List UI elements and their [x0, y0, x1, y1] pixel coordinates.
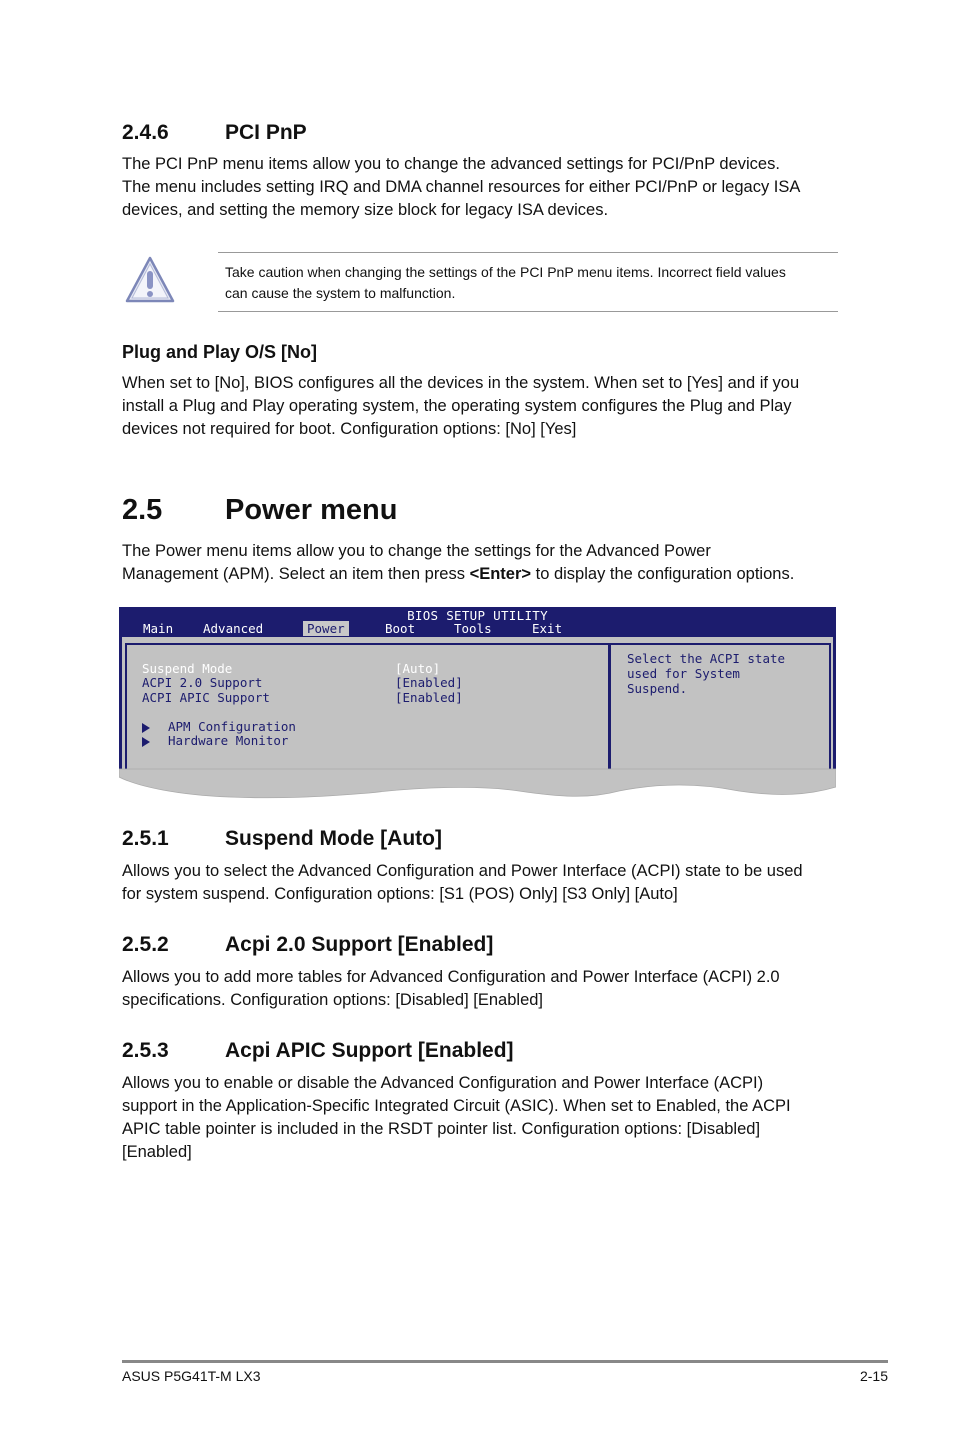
section-title: Acpi APIC Support [Enabled] [225, 1039, 514, 1062]
paragraph-acpi-2-0 [122, 966, 842, 1012]
text-line: Take caution when changing the settings of the PCI PnP menu items. Incorrect field values [225, 264, 786, 280]
section-heading-2-4-6 [122, 121, 822, 147]
subheading-plug-and-play: Plug and Play O/S [No] [122, 342, 318, 362]
bios-right-edge [833, 637, 836, 775]
section-heading-2-5-2 [122, 933, 822, 959]
section-title: Acpi 2.0 Support [Enabled] [225, 933, 494, 956]
text-line: APIC table pointer is included in the RSDT pointer list. Configuration options: [Disabled] [122, 1120, 761, 1138]
section-number: 2.5 [122, 494, 163, 526]
submenu-arrow-icon [142, 723, 150, 733]
bios-item-suspend-mode[interactable]: Suspend Mode [142, 661, 233, 676]
footer-rule [122, 1360, 888, 1363]
bios-left-edge [119, 637, 122, 775]
text-line: Allows you to enable or disable the Advanced Configuration and Power Interface (ACPI) [122, 1074, 764, 1092]
bios-menu-bar [119, 607, 836, 637]
submenu-label: Hardware Monitor [168, 733, 289, 748]
text-line: support in the Application-Specific Integrated Circuit (ASIC). When set to Enabled, the ACPI [122, 1097, 791, 1115]
text-line: [Enabled] [122, 1143, 192, 1161]
section-number: 2.5.3 [122, 1039, 169, 1062]
bios-menu-power[interactable]: Power [303, 621, 349, 636]
caution-top-rule [218, 252, 838, 253]
key-enter-text: <Enter> [469, 565, 532, 583]
text-run: Management (APM). Select an item then press [122, 565, 470, 583]
footer-page-number: 2-15 [859, 1368, 888, 1384]
section-number: 2.5.1 [122, 827, 169, 850]
section-number: 2.5.2 [122, 933, 169, 956]
text-line: install a Plug and Play operating system, the operating system configures the Plug and Play [122, 397, 792, 415]
paragraph-suspend-mode [122, 860, 842, 906]
text-line: specifications. Configuration options: [Disabled] [Enabled] [122, 991, 543, 1009]
section-heading-2-5-1 [122, 827, 822, 853]
footer-product-name: ASUS P5G41T-M LX3 [122, 1368, 261, 1384]
text-line: Allows you to add more tables for Advanced Configuration and Power Interface (ACPI) 2.0 [122, 968, 780, 986]
bios-menu-tools[interactable]: Tools [454, 621, 492, 636]
text-line: devices not required for boot. Configuration options: [No] [Yes] [122, 420, 577, 438]
help-line: used for System [627, 666, 740, 681]
section-number: 2.4.6 [122, 121, 169, 144]
submenu-label: APM Configuration [168, 719, 296, 734]
bios-value-acpi-apic[interactable]: [Enabled] [395, 690, 463, 705]
section-heading-2-5-3 [122, 1039, 822, 1065]
section-title: Suspend Mode [Auto] [225, 827, 442, 850]
help-line: Suspend. [627, 681, 688, 696]
bios-value-suspend-mode[interactable]: [Auto] [395, 661, 441, 676]
text-line-enter [122, 563, 842, 586]
bios-screenshot [119, 607, 836, 802]
bios-item-acpi-apic[interactable]: ACPI APIC Support [142, 690, 270, 705]
bios-title: BIOS SETUP UTILITY [407, 608, 548, 623]
help-line: Select the ACPI state [627, 651, 786, 666]
bios-submenu-apm[interactable] [142, 719, 296, 734]
text-line: for system suspend. Configuration options: [S1 (POS) Only] [S3 Only] [Auto] [122, 885, 678, 903]
bios-menu-exit[interactable]: Exit [532, 621, 563, 636]
text-line: The PCI PnP menu items allow you to change the advanced settings for PCI/PnP devices. [122, 155, 780, 173]
paragraph-pci-pnp-intro [122, 153, 842, 222]
text-line: devices, and setting the memory size block for legacy ISA devices. [122, 201, 609, 219]
section-title: PCI PnP [225, 121, 307, 144]
section-heading-2-5 [122, 494, 822, 530]
paragraph-acpi-apic [122, 1072, 842, 1164]
text-line: When set to [No], BIOS configures all the devices in the system. When set to [Yes] and if you [122, 374, 800, 392]
bios-menu-advanced[interactable]: Advanced [203, 621, 264, 636]
caution-bottom-rule [218, 311, 838, 312]
bios-submenu-hardware-monitor[interactable] [142, 733, 288, 748]
bios-item-acpi-2-0[interactable]: ACPI 2.0 Support [142, 675, 263, 690]
text-run: to display the configuration options. [531, 565, 795, 583]
submenu-arrow-icon [142, 737, 150, 747]
warning-triangle-icon [124, 255, 176, 305]
bios-menu-main[interactable]: Main [143, 621, 174, 636]
text-line: Allows you to select the Advanced Configuration and Power Interface (ACPI) state to be used [122, 862, 803, 880]
torn-edge-graphic [119, 765, 836, 802]
paragraph-power-intro [122, 540, 842, 586]
text-line: The Power menu items allow you to change the settings for the Advanced Power [122, 542, 711, 560]
text-line: The menu includes setting IRQ and DMA channel resources for either PCI/PnP or legacy ISA [122, 178, 801, 196]
bios-help-text [627, 651, 785, 696]
bios-value-acpi-2-0[interactable]: [Enabled] [395, 675, 463, 690]
section-title: Power menu [225, 494, 398, 526]
text-line: can cause the system to malfunction. [225, 285, 456, 301]
caution-text [225, 262, 786, 304]
paragraph-plug-and-play [122, 372, 842, 441]
bios-menu-boot[interactable]: Boot [385, 621, 416, 636]
